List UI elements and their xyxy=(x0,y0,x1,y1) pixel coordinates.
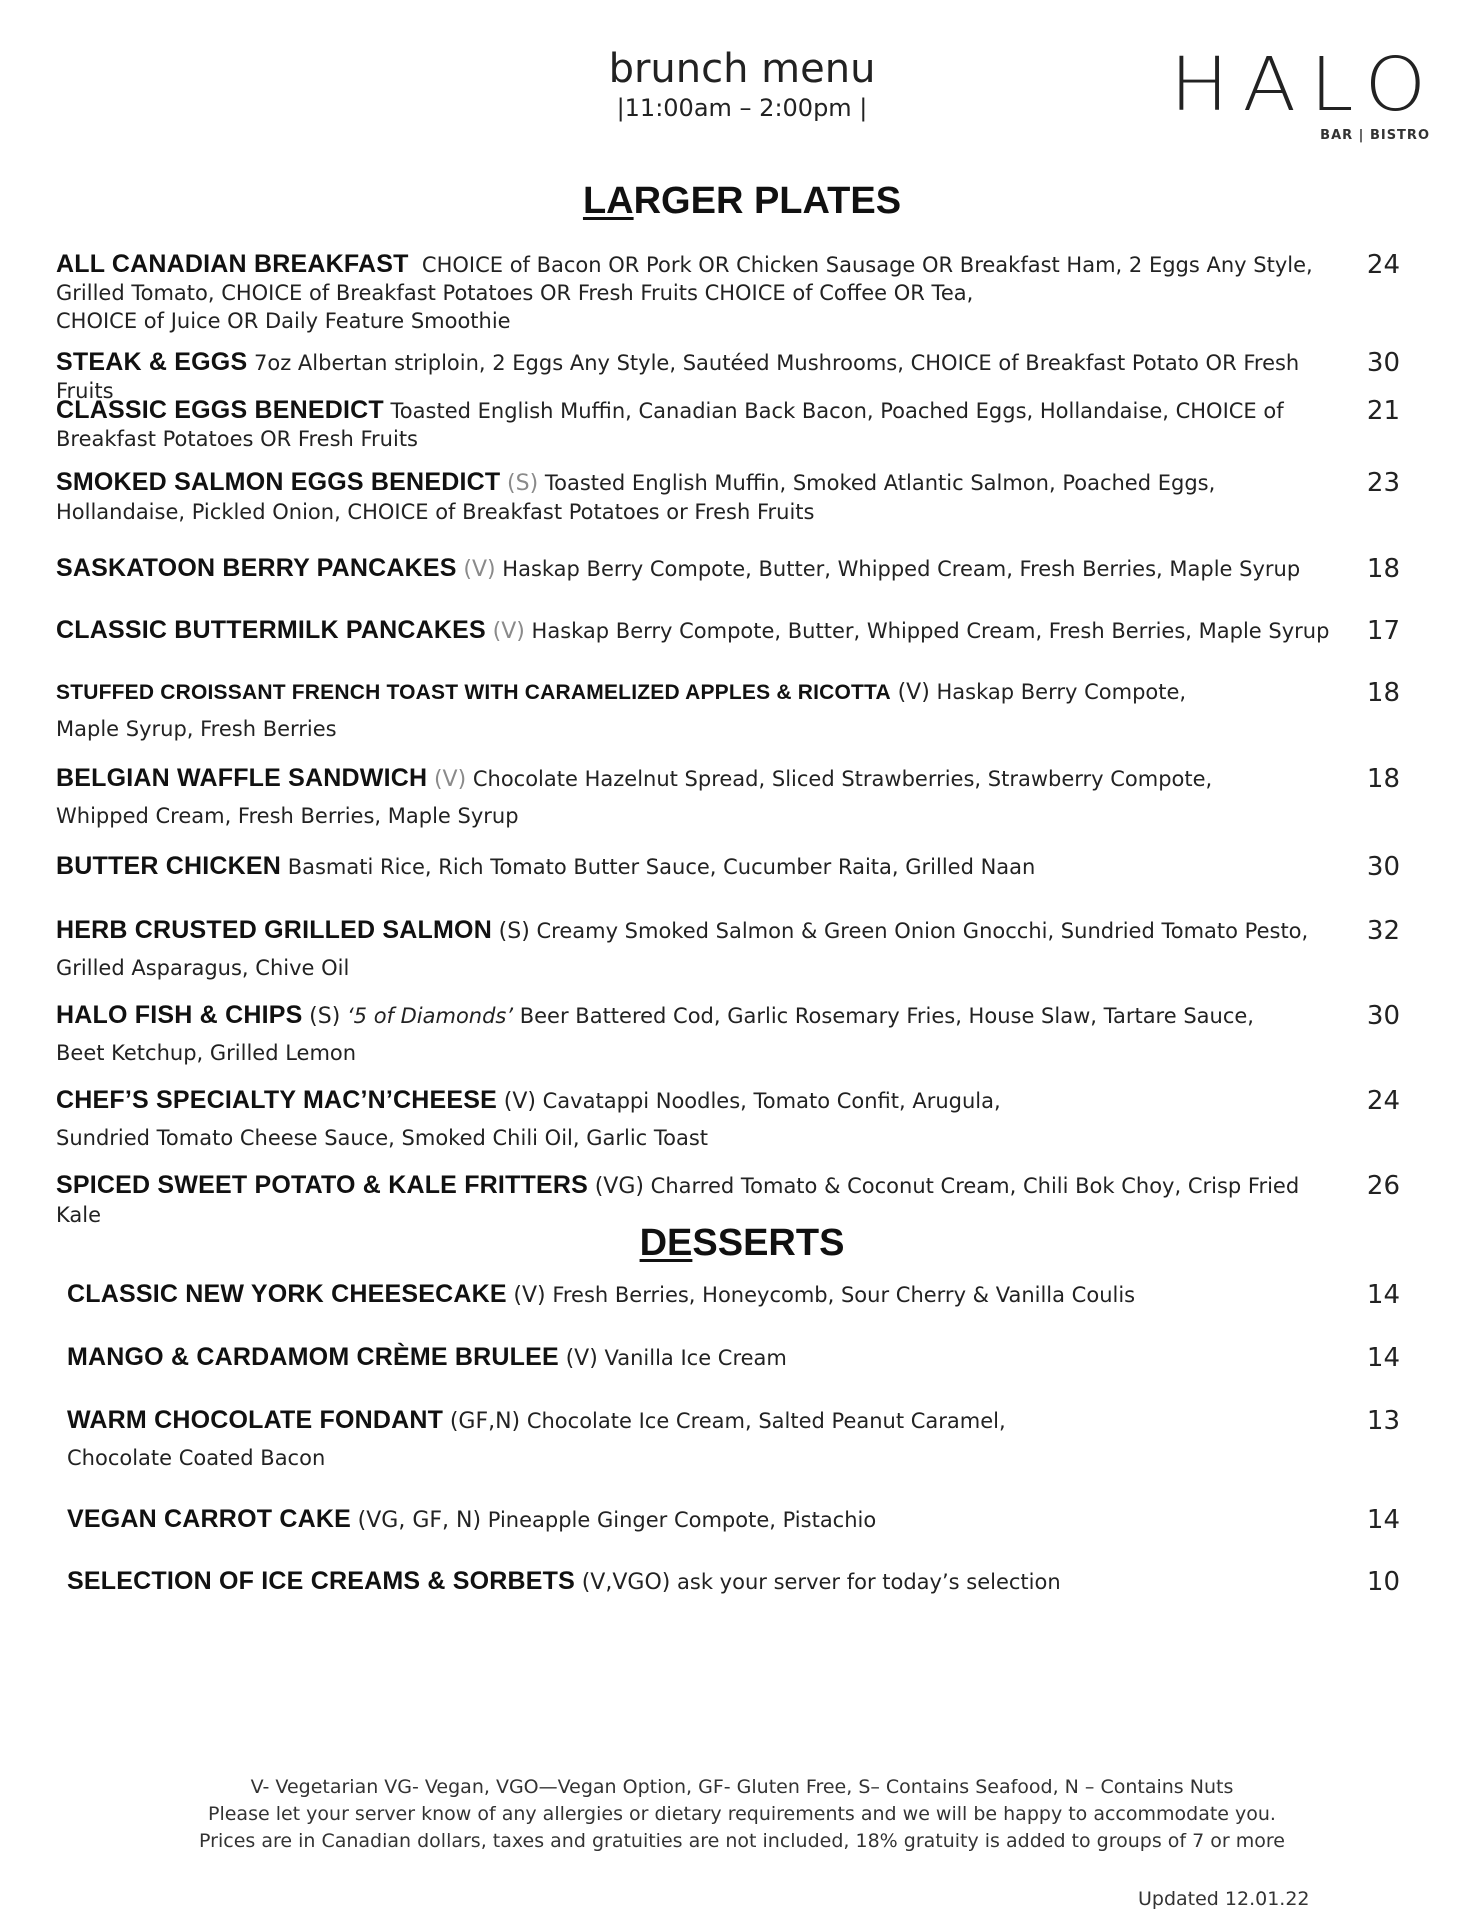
section-title-desserts: DESSERTS xyxy=(639,1222,845,1264)
item-price: 14 xyxy=(1366,1343,1400,1373)
item-price: 23 xyxy=(1366,468,1400,498)
item-price: 30 xyxy=(1366,348,1400,378)
item-price: 18 xyxy=(1366,764,1400,794)
menu-item: CLASSIC EGGS BENEDICT Toasted English Muffin, Canadian Back Bacon, Poached Eggs, Hollandaise, CHOICE of Breakfast Potatoes OR Fresh Fruits xyxy=(56,396,1284,451)
menu-item: SASKATOON BERRY PANCAKES (V) Haskap Berry Compote, Butter, Whipped Cream, Fresh Berries, Maple Syrup xyxy=(56,554,1301,582)
menu-item: CLASSIC BUTTERMILK PANCAKES (V) Haskap Berry Compote, Butter, Whipped Cream, Fresh Berries, Maple Syrup xyxy=(56,616,1330,644)
item-price: 18 xyxy=(1366,678,1400,708)
item-price: 24 xyxy=(1366,250,1400,280)
item-price: 30 xyxy=(1366,1001,1400,1031)
menu-item: BUTTER CHICKEN Basmati Rice, Rich Tomato Butter Sauce, Cucumber Raita, Grilled Naan xyxy=(56,852,1036,880)
menu-item: WARM CHOCOLATE FONDANT (GF,N) Chocolate Ice Cream, Salted Peanut Caramel, Chocolate Coated Bacon xyxy=(67,1406,1006,1470)
menu-item: HALO FISH & CHIPS (S) ‘5 of Diamonds’ Beer Battered Cod, Garlic Rosemary Fries, House Slaw, Tartare Sauce, Beet Ketchup, Grilled Lemon xyxy=(56,1001,1254,1065)
dietary-legend: V- Vegetarian VG- Vegan, VGO—Vegan Option, GF- Gluten Free, S– Contains Seafood, N – Contains Nuts xyxy=(250,1776,1234,1798)
item-price: 26 xyxy=(1366,1171,1400,1201)
menu-item: VEGAN CARROT CAKE (VG, GF, N) Pineapple Ginger Compote, Pistachio xyxy=(67,1505,877,1533)
menu-title: brunch menu xyxy=(608,46,876,92)
menu-item: HERB CRUSTED GRILLED SALMON (S) Creamy Smoked Salmon & Green Onion Gnocchi, Sundried Tomato Pesto, Grilled Asparagus, Chive Oil xyxy=(56,916,1309,980)
item-price: 17 xyxy=(1366,616,1400,646)
logo-wordmark: HALO xyxy=(1170,42,1441,128)
pricing-note: Prices are in Canadian dollars, taxes and gratuities are not included, 18% gratuity is added to groups of 7 or more xyxy=(199,1830,1285,1852)
item-price: 24 xyxy=(1366,1086,1400,1116)
updated-date: Updated 12.01.22 xyxy=(1138,1888,1310,1910)
item-price: 14 xyxy=(1366,1505,1400,1535)
menu-item: SPICED SWEET POTATO & KALE FRITTERS (VG) Charred Tomato & Coconut Cream, Chili Bok Choy, Crisp Fried Kale xyxy=(56,1171,1300,1227)
menu-item: CHEF’S SPECIALTY MAC’N’CHEESE (V) Cavatappi Noodles, Tomato Confit, Arugula, Sundried Tomato Cheese Sauce, Smoked Chili Oil, Garlic Toast xyxy=(56,1086,1001,1150)
menu-item: BELGIAN WAFFLE SANDWICH (V) Chocolate Hazelnut Spread, Sliced Strawberries, Strawberry Compote, Whipped Cream, Fresh Berries, Maple Syrup xyxy=(56,764,1213,828)
item-price: 32 xyxy=(1366,916,1400,946)
menu-item: SELECTION OF ICE CREAMS & SORBETS (V,VGO) ask your server for today’s selection xyxy=(67,1567,1061,1595)
item-price: 30 xyxy=(1366,852,1400,882)
halo-logo xyxy=(1170,42,1441,144)
item-price: 14 xyxy=(1366,1280,1400,1310)
item-price: 10 xyxy=(1366,1567,1400,1597)
menu-item: MANGO & CARDAMOM CRÈME BRULEE (V) Vanilla Ice Cream xyxy=(67,1343,787,1371)
menu-hours: |11:00am – 2:00pm | xyxy=(616,94,868,122)
item-price: 18 xyxy=(1366,554,1400,584)
menu-item: STEAK & EGGS 7oz Albertan striploin, 2 Eggs Any Style, Sautéed Mushrooms, CHOICE of Breakfast Potato OR Fresh Fruits xyxy=(56,348,1300,403)
item-price: 21 xyxy=(1366,396,1400,426)
menu-item: ALL CANADIAN BREAKFAST CHOICE of Bacon OR Pork OR Chicken Sausage OR Breakfast Ham, 2 Eggs Any Style, Grilled Tomato, CHOICE of Breakfast Potatoes OR Fresh Fruits CHOICE of Coffee OR Tea, CHOICE of Juice OR Daily Feature Smoothie xyxy=(56,250,1313,333)
menu-item: CLASSIC NEW YORK CHEESECAKE (V) Fresh Berries, Honeycomb, Sour Cherry & Vanilla Coulis xyxy=(67,1280,1136,1308)
logo-subtitle: BAR | BISTRO xyxy=(1320,128,1430,143)
section-title-larger-plates: LARGER PLATES xyxy=(582,180,902,222)
item-price: 13 xyxy=(1366,1406,1400,1436)
menu-item: STUFFED CROISSANT FRENCH TOAST WITH CARAMELIZED APPLES & RICOTTA (V) Haskap Berry Compote, Maple Syrup, Fresh Berries xyxy=(56,680,1187,741)
menu-item: SMOKED SALMON EGGS BENEDICT (S) Toasted English Muffin, Smoked Atlantic Salmon, Poached Eggs, Hollandaise, Pickled Onion, CHOICE of Breakfast Potatoes or Fresh Fruits xyxy=(56,468,1216,524)
allergy-note: Please let your server know of any allergies or dietary requirements and we will be happy to accommodate you. xyxy=(208,1803,1276,1825)
